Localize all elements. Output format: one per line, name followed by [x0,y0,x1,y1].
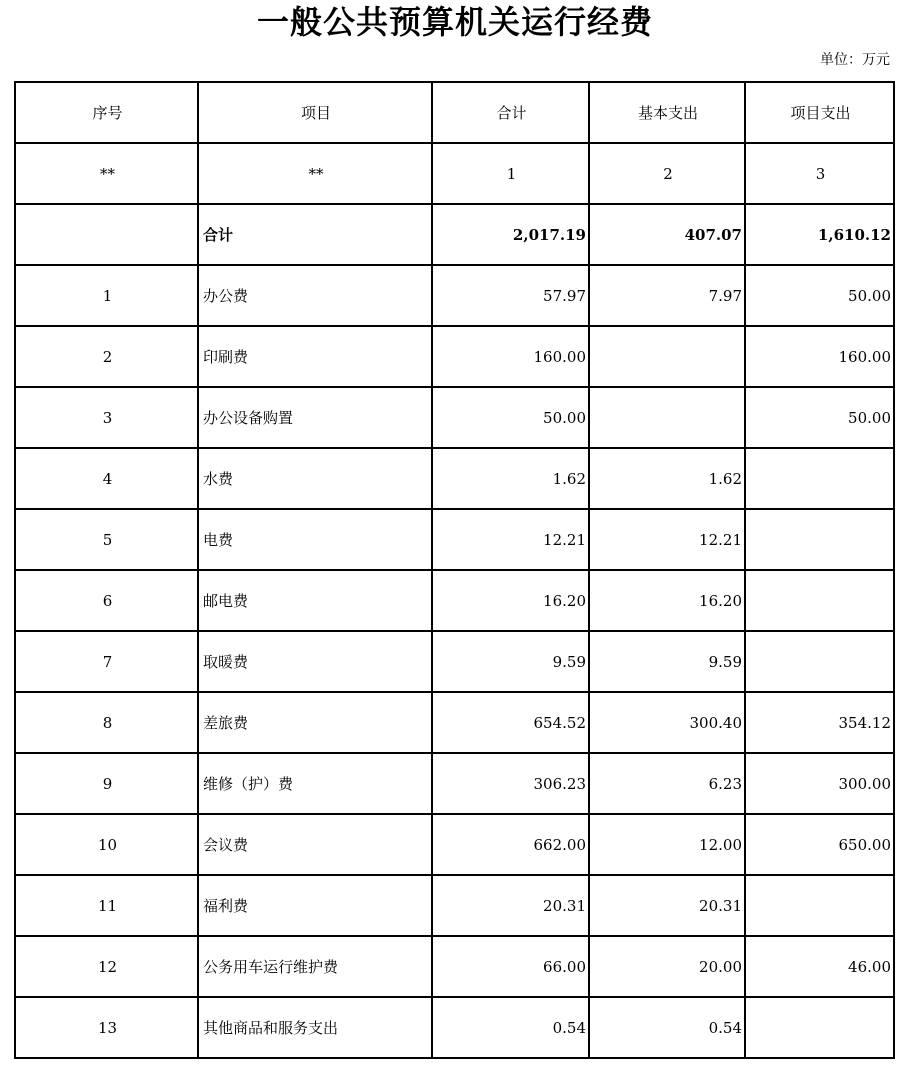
project-cell: 354.12 [745,692,894,753]
page-title: 一般公共预算机关运行经费 [256,3,653,41]
project-cell: 300.00 [745,753,894,814]
table-row [15,265,894,326]
project-cell [745,509,894,570]
index-cell: ** [198,143,432,204]
project-cell [745,448,894,509]
item-cell: 公务用车运行维护费 [198,936,432,997]
project-cell: 160.00 [745,326,894,387]
item-cell: 会议费 [198,814,432,875]
seq-cell: 11 [15,875,198,936]
budget-table [14,81,895,1059]
seq-cell: 12 [15,936,198,997]
total-cell: 12.21 [432,509,589,570]
seq-cell: 10 [15,814,198,875]
total-cell: 662.00 [432,814,589,875]
item-cell: 印刷费 [198,326,432,387]
seq-cell: 3 [15,387,198,448]
table-row [15,997,894,1058]
item-cell: 差旅费 [198,692,432,753]
column-header-project: 项目支出 [745,82,894,143]
seq-cell: 1 [15,265,198,326]
seq-cell: 4 [15,448,198,509]
total-cell: 20.31 [432,875,589,936]
project-cell: 50.00 [745,265,894,326]
column-header-item: 项目 [198,82,432,143]
seq-cell: 5 [15,509,198,570]
table-row [15,631,894,692]
item-cell: 邮电费 [198,570,432,631]
item-cell: 维修（护）费 [198,753,432,814]
index-cell: 2 [589,143,745,204]
total-cell: 16.20 [432,570,589,631]
basic-cell: 1.62 [589,448,745,509]
total-cell: 50.00 [432,387,589,448]
seq-cell: 2 [15,326,198,387]
basic-cell: 20.31 [589,875,745,936]
total-cell: 66.00 [432,936,589,997]
seq-cell: 7 [15,631,198,692]
project-cell: 50.00 [745,387,894,448]
total-project-cell: 1,610.12 [745,204,894,265]
table-header-row [15,82,894,143]
table-row [15,692,894,753]
table-row [15,570,894,631]
unit-label: 单位：万元 [820,52,890,68]
basic-cell: 6.23 [589,753,745,814]
basic-cell: 9.59 [589,631,745,692]
table-row [15,875,894,936]
total-seq-cell [15,204,198,265]
column-header-total: 合计 [432,82,589,143]
index-cell: 1 [432,143,589,204]
item-cell: 福利费 [198,875,432,936]
table-row [15,509,894,570]
total-cell: 0.54 [432,997,589,1058]
total-cell: 9.59 [432,631,589,692]
table-row [15,326,894,387]
table-row [15,448,894,509]
total-row [15,204,894,265]
project-cell [745,570,894,631]
project-cell [745,997,894,1058]
index-row [15,143,894,204]
basic-cell: 20.00 [589,936,745,997]
total-sum-cell: 2,017.19 [432,204,589,265]
table-row [15,387,894,448]
seq-cell: 8 [15,692,198,753]
basic-cell: 7.97 [589,265,745,326]
project-cell: 46.00 [745,936,894,997]
seq-cell: 9 [15,753,198,814]
index-cell: 3 [745,143,894,204]
basic-cell: 12.00 [589,814,745,875]
item-cell: 电费 [198,509,432,570]
column-header-seq: 序号 [15,82,198,143]
total-cell: 1.62 [432,448,589,509]
item-cell: 办公费 [198,265,432,326]
basic-cell: 12.21 [589,509,745,570]
item-cell: 其他商品和服务支出 [198,997,432,1058]
basic-cell [589,326,745,387]
table-row [15,814,894,875]
item-cell: 水费 [198,448,432,509]
project-cell: 650.00 [745,814,894,875]
total-cell: 654.52 [432,692,589,753]
column-header-basic: 基本支出 [589,82,745,143]
table-row [15,753,894,814]
total-item-cell: 合计 [198,204,432,265]
table-row [15,936,894,997]
project-cell [745,631,894,692]
project-cell [745,875,894,936]
item-cell: 办公设备购置 [198,387,432,448]
total-basic-cell: 407.07 [589,204,745,265]
seq-cell: 13 [15,997,198,1058]
basic-cell: 300.40 [589,692,745,753]
total-cell: 160.00 [432,326,589,387]
basic-cell: 0.54 [589,997,745,1058]
basic-cell [589,387,745,448]
item-cell: 取暖费 [198,631,432,692]
basic-cell: 16.20 [589,570,745,631]
total-cell: 57.97 [432,265,589,326]
index-cell: ** [15,143,198,204]
seq-cell: 6 [15,570,198,631]
total-cell: 306.23 [432,753,589,814]
